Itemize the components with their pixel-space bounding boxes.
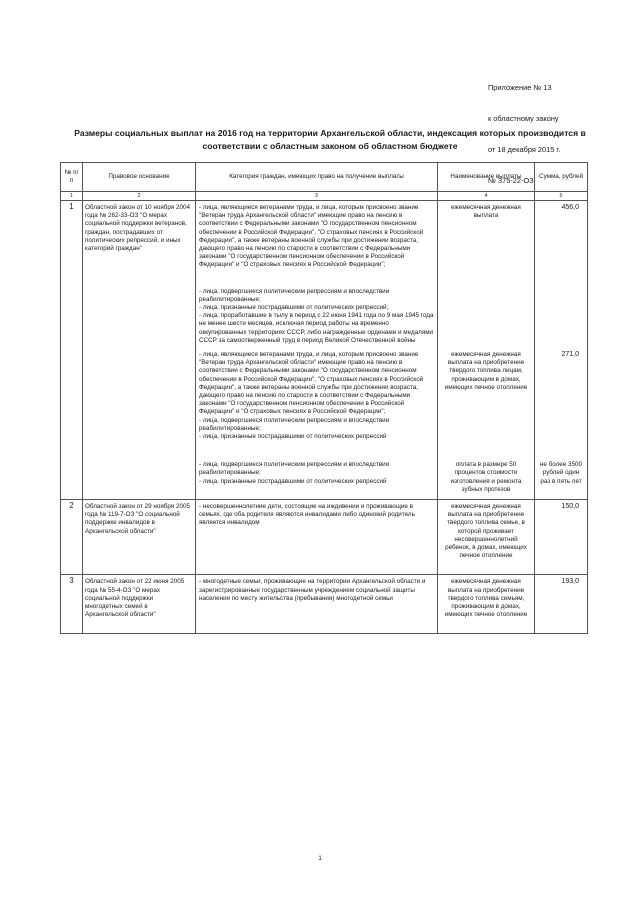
row-number: 3	[61, 575, 83, 634]
table-header-row	[61, 163, 588, 192]
payment-name: оплата в размере 50 процентов стоимости изготовления и ремонта зубных протезов	[438, 458, 535, 499]
column-number: 1	[61, 192, 83, 201]
category-text: - лица, являющиеся ветеранами труда, и лица, которым присвоено звание "Ветеран труда Архангельской области" имеющие право на пенсию в соответствии с Федеральными законами "О государственном пенсионном обеспечении в Российской Федерации", "О страховых пенсиях в Российской Федерации", а также ветераны военной службы при достижении возраста, дающего право на пенсию по старости в соответствии с Федеральными законами "О государственном пенсионном обеспечении в Российской Федерации" и "О страховых пенсиях в Российской Федерации";	[199, 204, 424, 269]
header-basis: Правовое основание	[83, 163, 196, 192]
category-cell	[196, 348, 438, 458]
column-numbers-row	[61, 192, 588, 201]
payment-name: ежемесячная денежная выплата на приобретение твердого топлива лицам, проживающим в домах, имеющих печное отопление	[438, 348, 535, 458]
legal-basis: Областной закон от 22 июня 2005 года № 55-4-ОЗ "О мерах социальной поддержки многодетных семей в Архангельской области"	[83, 575, 196, 634]
column-number: 5	[535, 192, 588, 201]
payment-sum: 456,0	[535, 201, 588, 349]
payment-sum: не более 3500 рублей один раз в пять лет	[535, 458, 588, 499]
payment-sum: 271,0	[535, 348, 588, 458]
legal-basis: Областной закон от 10 ноября 2004 года № 262-33-ОЗ "О мерах социальной поддержки ветеранов, граждан, пострадавших от политических репрессий, и иных категорий граждан"	[83, 201, 196, 500]
payment-name: ежемесячная денежная выплата на приобретение твердого топлива семье, в которой проживает несовершеннолетний ребенок, в домах, имеющих печное отопление	[438, 499, 535, 574]
appendix-line: от 18 декабря 2015 г.	[488, 145, 561, 155]
table-row	[61, 575, 588, 634]
legal-basis: Областной закон от 29 ноября 2005 года № 119-7-ОЗ "О социальной поддержке инвалидов в Архангельской области"	[83, 499, 196, 574]
payment-name: ежемесячная денежная выплата на приобретение твердого топлива семьям, проживающим в домах, имеющих печное отопление	[438, 575, 535, 634]
document-title: Размеры социальных выплат на 2016 год на территории Архангельской области, индексация которых производится в соответствии с областным законом об областном бюджете	[74, 128, 586, 151]
column-number: 3	[196, 192, 438, 201]
header-sum: Сумма, рублей	[535, 163, 588, 192]
column-number: 2	[83, 192, 196, 201]
category-cell	[196, 458, 438, 499]
appendix-line: Приложение № 13	[488, 82, 552, 92]
category-text: - лица, подвергшиеся политическим репрессиям и впоследствии реабилитированные; - лица, признанные пострадавшими от политических репрессий; - лица, проработавшие в тылу в период с 22 июня 1941 года по 9 мая 1945 года не менее шести месяцев, исключая период работы на временно оккупированных территориях СССР, либо награжденные орденами и медалями СССР за самоотверженный труд в период Великой Отечественной войны	[199, 287, 434, 344]
category-text: - несовершеннолетние дети, состоящие на иждивении и проживающие в семьях, где оба родителя являются инвалидами либо одинокий родитель является инвалидом	[196, 499, 438, 574]
payment-sum: 150,0	[535, 499, 588, 574]
header-num: № п/п	[61, 163, 83, 192]
payment-sum: 193,0	[535, 575, 588, 634]
category-text: - лица, являющиеся ветеранами труда, и лица, которым присвоено звание "Ветеран труда Архангельской области" имеющие право на пенсию в соответствии с Федеральными законами "О государственном пенсионном обеспечении в Российской Федерации", "О страховых пенсиях в Российской Федерации", а также ветераны военной службы при достижении возраста, дающего право на пенсию по старости в соответствии с Федеральными законами "О государственном пенсионном обеспечении в Российской Федерации" и "О страховых пенсиях в Российской Федерации"; - лица, подвергшиеся политическим репрессиям и впоследствии реабилитированные; - лица, признанные пострадавшими от политических репрессий	[199, 351, 424, 441]
category-text: - лица, подвергшиеся политическим репрессиям и впоследствии реабилитированные; - лица, признанные пострадавшими от политических репрессий	[199, 461, 390, 485]
header-payment: Наименование выплаты	[438, 163, 535, 192]
category-text: - многодетные семьи, проживающие на территории Архангельской области и зарегистрированные государственным учреждением социальной защиты населения по месту жительства (пребывания) многодетной семьи	[196, 575, 438, 634]
table-row	[61, 201, 588, 349]
category-cell	[196, 201, 438, 349]
column-number: 4	[438, 192, 535, 201]
payment-name: ежемесячная денежная выплата	[438, 201, 535, 349]
row-number: 1	[61, 201, 83, 500]
payments-table	[60, 162, 588, 634]
header-category: Категория граждан, имеющих право на получение выплаты	[196, 163, 438, 192]
row-number: 2	[61, 499, 83, 574]
appendix-line: № 375-22-ОЗ	[488, 176, 534, 186]
appendix-line: к областному закону	[488, 114, 559, 124]
table-row	[61, 499, 588, 574]
page-number: 1	[318, 855, 322, 862]
